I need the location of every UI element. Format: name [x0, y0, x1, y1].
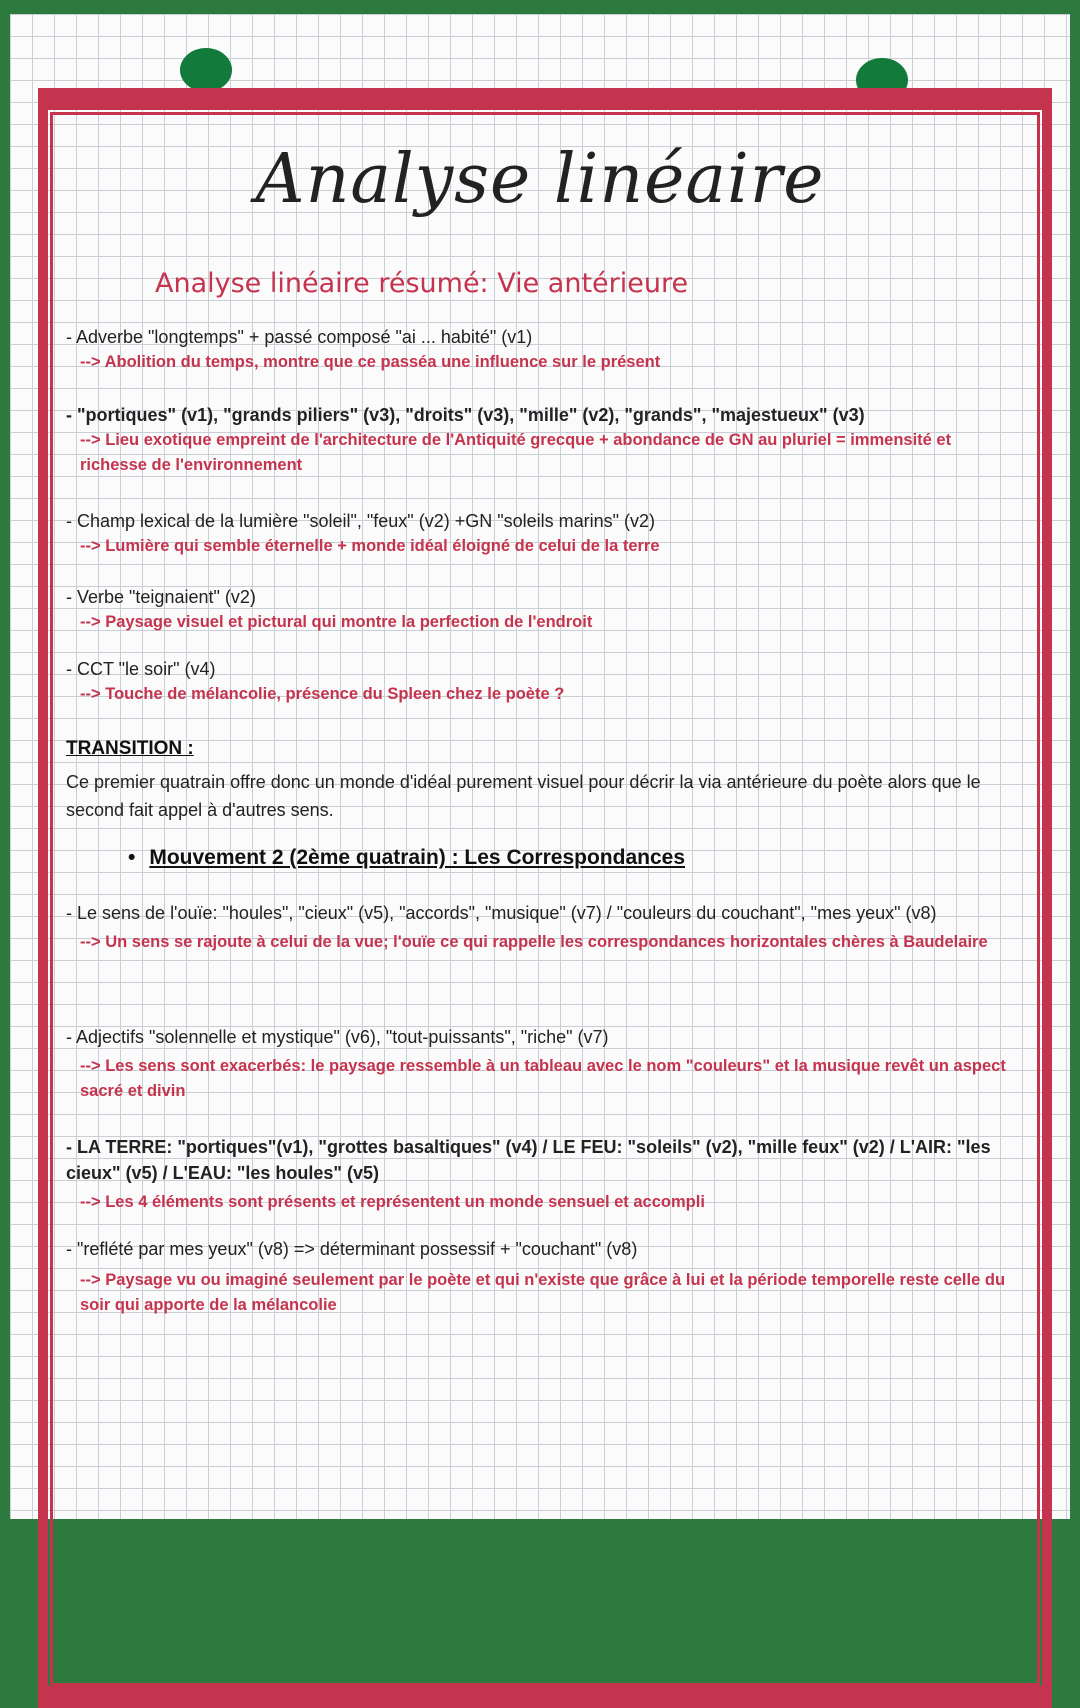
item-line: - CCT "le soir" (v4): [66, 659, 216, 679]
item-note: --> Un sens se rajoute à celui de la vue; l'ouïe ce qui rappelle les correspondances horizontales chères à Baudelaire: [80, 933, 988, 951]
item-2: [66, 402, 1036, 478]
transition-text: Ce premier quatrain offre donc un monde d'idéal purement visuel pour décrir la via antérieure du poète alors que le second fait appel à d'autres sens.: [66, 772, 981, 820]
item-line: - Verbe "teignaient" (v2): [66, 587, 256, 607]
item-line: - "reflété par mes yeux" (v8) => déterminant possessif + "couchant" (v8): [66, 1239, 638, 1259]
item-line: - Adverbe "longtemps" + passé composé "ai ... habité" (v1): [66, 327, 533, 347]
movement-2-title: Mouvement 2 (2ème quatrain) : Les Correspondances: [149, 846, 685, 869]
binder-hole-left: [180, 48, 232, 92]
item-7: [66, 1024, 1036, 1104]
item-line: - Champ lexical de la lumière "soleil", "feux" (v2) +GN "soleils marins" (v2): [66, 511, 656, 531]
item-3: [66, 508, 1036, 559]
transition: [66, 738, 1036, 824]
page-title: Analyse linéaire: [255, 140, 825, 219]
item-note: --> Les sens sont exacerbés: le paysage ressemble à un tableau avec le nom "couleurs" et la musique revêt un aspect sacré et divin: [80, 1057, 1006, 1100]
item-1: [66, 324, 1036, 375]
item-note: --> Touche de mélancolie, présence du Spleen chez le poète ?: [80, 685, 565, 703]
item-note: --> Paysage visuel et pictural qui montre la perfection de l'endroit: [80, 613, 593, 631]
item-note: --> Les 4 éléments sont présents et représentent un monde sensuel et accompli: [80, 1193, 705, 1211]
item-9: [66, 1236, 1036, 1318]
item-line: - "portiques" (v1), "grands piliers" (v3), "droits" (v3), "mille" (v2), "grands", "majestueux" (v3): [66, 405, 865, 425]
item-note: --> Lumière qui semble éternelle + monde idéal éloigné de celui de la terre: [80, 537, 660, 555]
page-subtitle: Analyse linéaire résumé: Vie antérieure: [155, 268, 689, 299]
item-6: [66, 900, 1036, 955]
transition-heading: TRANSITION :: [66, 738, 194, 759]
item-note: --> Paysage vu ou imaginé seulement par le poète et qui n'existe que grâce à lui et la période temporelle reste celle du soir qui apporte de la mélancolie: [80, 1271, 1006, 1314]
item-line: - Adjectifs "solennelle et mystique" (v6), "tout-puissants", "riche" (v7): [66, 1027, 609, 1047]
item-8: [66, 1134, 1036, 1215]
item-4: [66, 584, 1036, 635]
item-note: --> Lieu exotique empreint de l'architecture de l'Antiquité grecque + abondance de GN au pluriel = immensité et richesse de l'environnement: [80, 431, 952, 474]
item-note: --> Abolition du temps, montre que ce passéa une influence sur le présent: [80, 353, 661, 371]
item-line: - LA TERRE: "portiques"(v1), "grottes basaltiques" (v4) / LE FEU: "soleils" (v2), "mille feux" (v2) / L'AIR: "les cieux" (v5) / L'EAU: "les houles" (v5): [66, 1137, 991, 1183]
movement-2-heading: [128, 846, 685, 870]
item-5: [66, 656, 1036, 707]
bullet-icon: •: [128, 846, 136, 869]
item-line: - Le sens de l'ouïe: "houles", "cieux" (v5), "accords", "musique" (v7) / "couleurs du couchant", "mes yeux" (v8): [66, 903, 937, 923]
